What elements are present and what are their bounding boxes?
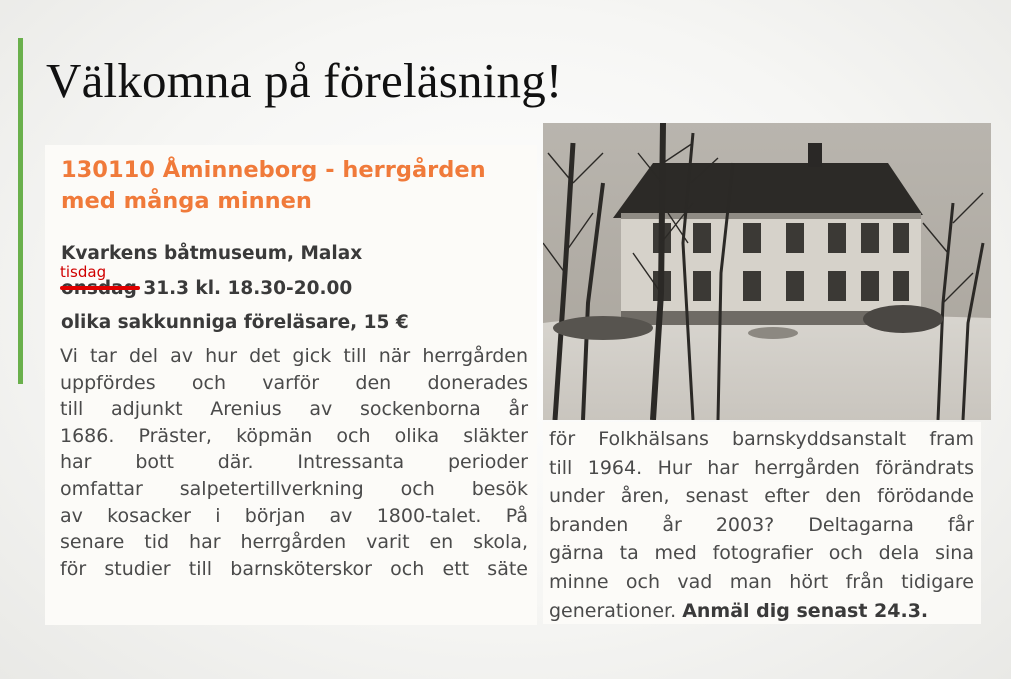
text-line-end: generationer. [549,599,677,622]
description-right [549,425,974,624]
text-line: har bott där. Intressanta perioder [60,451,528,474]
text-line: branden år 2003? Deltagarna får [549,513,974,536]
text-line: senare tid har herrgården varit en skola, [60,531,528,554]
event-title: 130110 Åminneborg - herrgården med många minnen [61,157,486,214]
lecturers-price: olika sakkunniga föreläsare, 15 € [61,312,409,333]
text-line: för Folkhälsans barnskyddsanstalt fram [549,428,974,450]
crossed-out-day [61,278,137,299]
text-line: minne och vad man hört från tidigare [549,570,974,593]
date-time-line [61,278,352,299]
manor-house-photo [543,123,991,420]
newspaper-clipping-left [45,145,537,625]
text-line: till 1964. Hur har herrgården förändrats [549,456,974,479]
manor-house-photo-drawing [543,123,991,420]
text-line: Vi tar del av hur det gick till när herrgården [60,345,528,367]
date-time: 31.3 kl. 18.30-20.00 [143,278,353,299]
text-line: uppfördes och varför den donerades [60,371,528,394]
slide-title: Välkomna på föreläsning! [46,53,563,108]
venue: Kvarkens båtmuseum, Malax [61,243,363,264]
text-line: omfattar salpetertillverkning och besök [60,477,528,500]
registration-deadline: Anmäl dig senast 24.3. [682,599,929,622]
accent-bar [18,38,23,384]
text-line: 1686. Präster, köpmän och olika släkter [60,424,528,447]
text-line-last [549,597,974,624]
text-line: gärna ta med fotografier och dela sina [549,542,974,565]
text-line: till adjunkt Arenius av sockenborna år [60,398,528,421]
text-line: för studier till barnsköterskor och ett säte [60,557,528,580]
strikethrough-mark [60,286,140,290]
newspaper-clipping-right [543,422,981,624]
text-line: av kosacker i början av 1800-talet. På [60,504,528,527]
handwritten-correction: tisdag [60,263,107,281]
text-line: under åren, senast efter den förödande [549,485,974,508]
description-left [60,343,528,582]
